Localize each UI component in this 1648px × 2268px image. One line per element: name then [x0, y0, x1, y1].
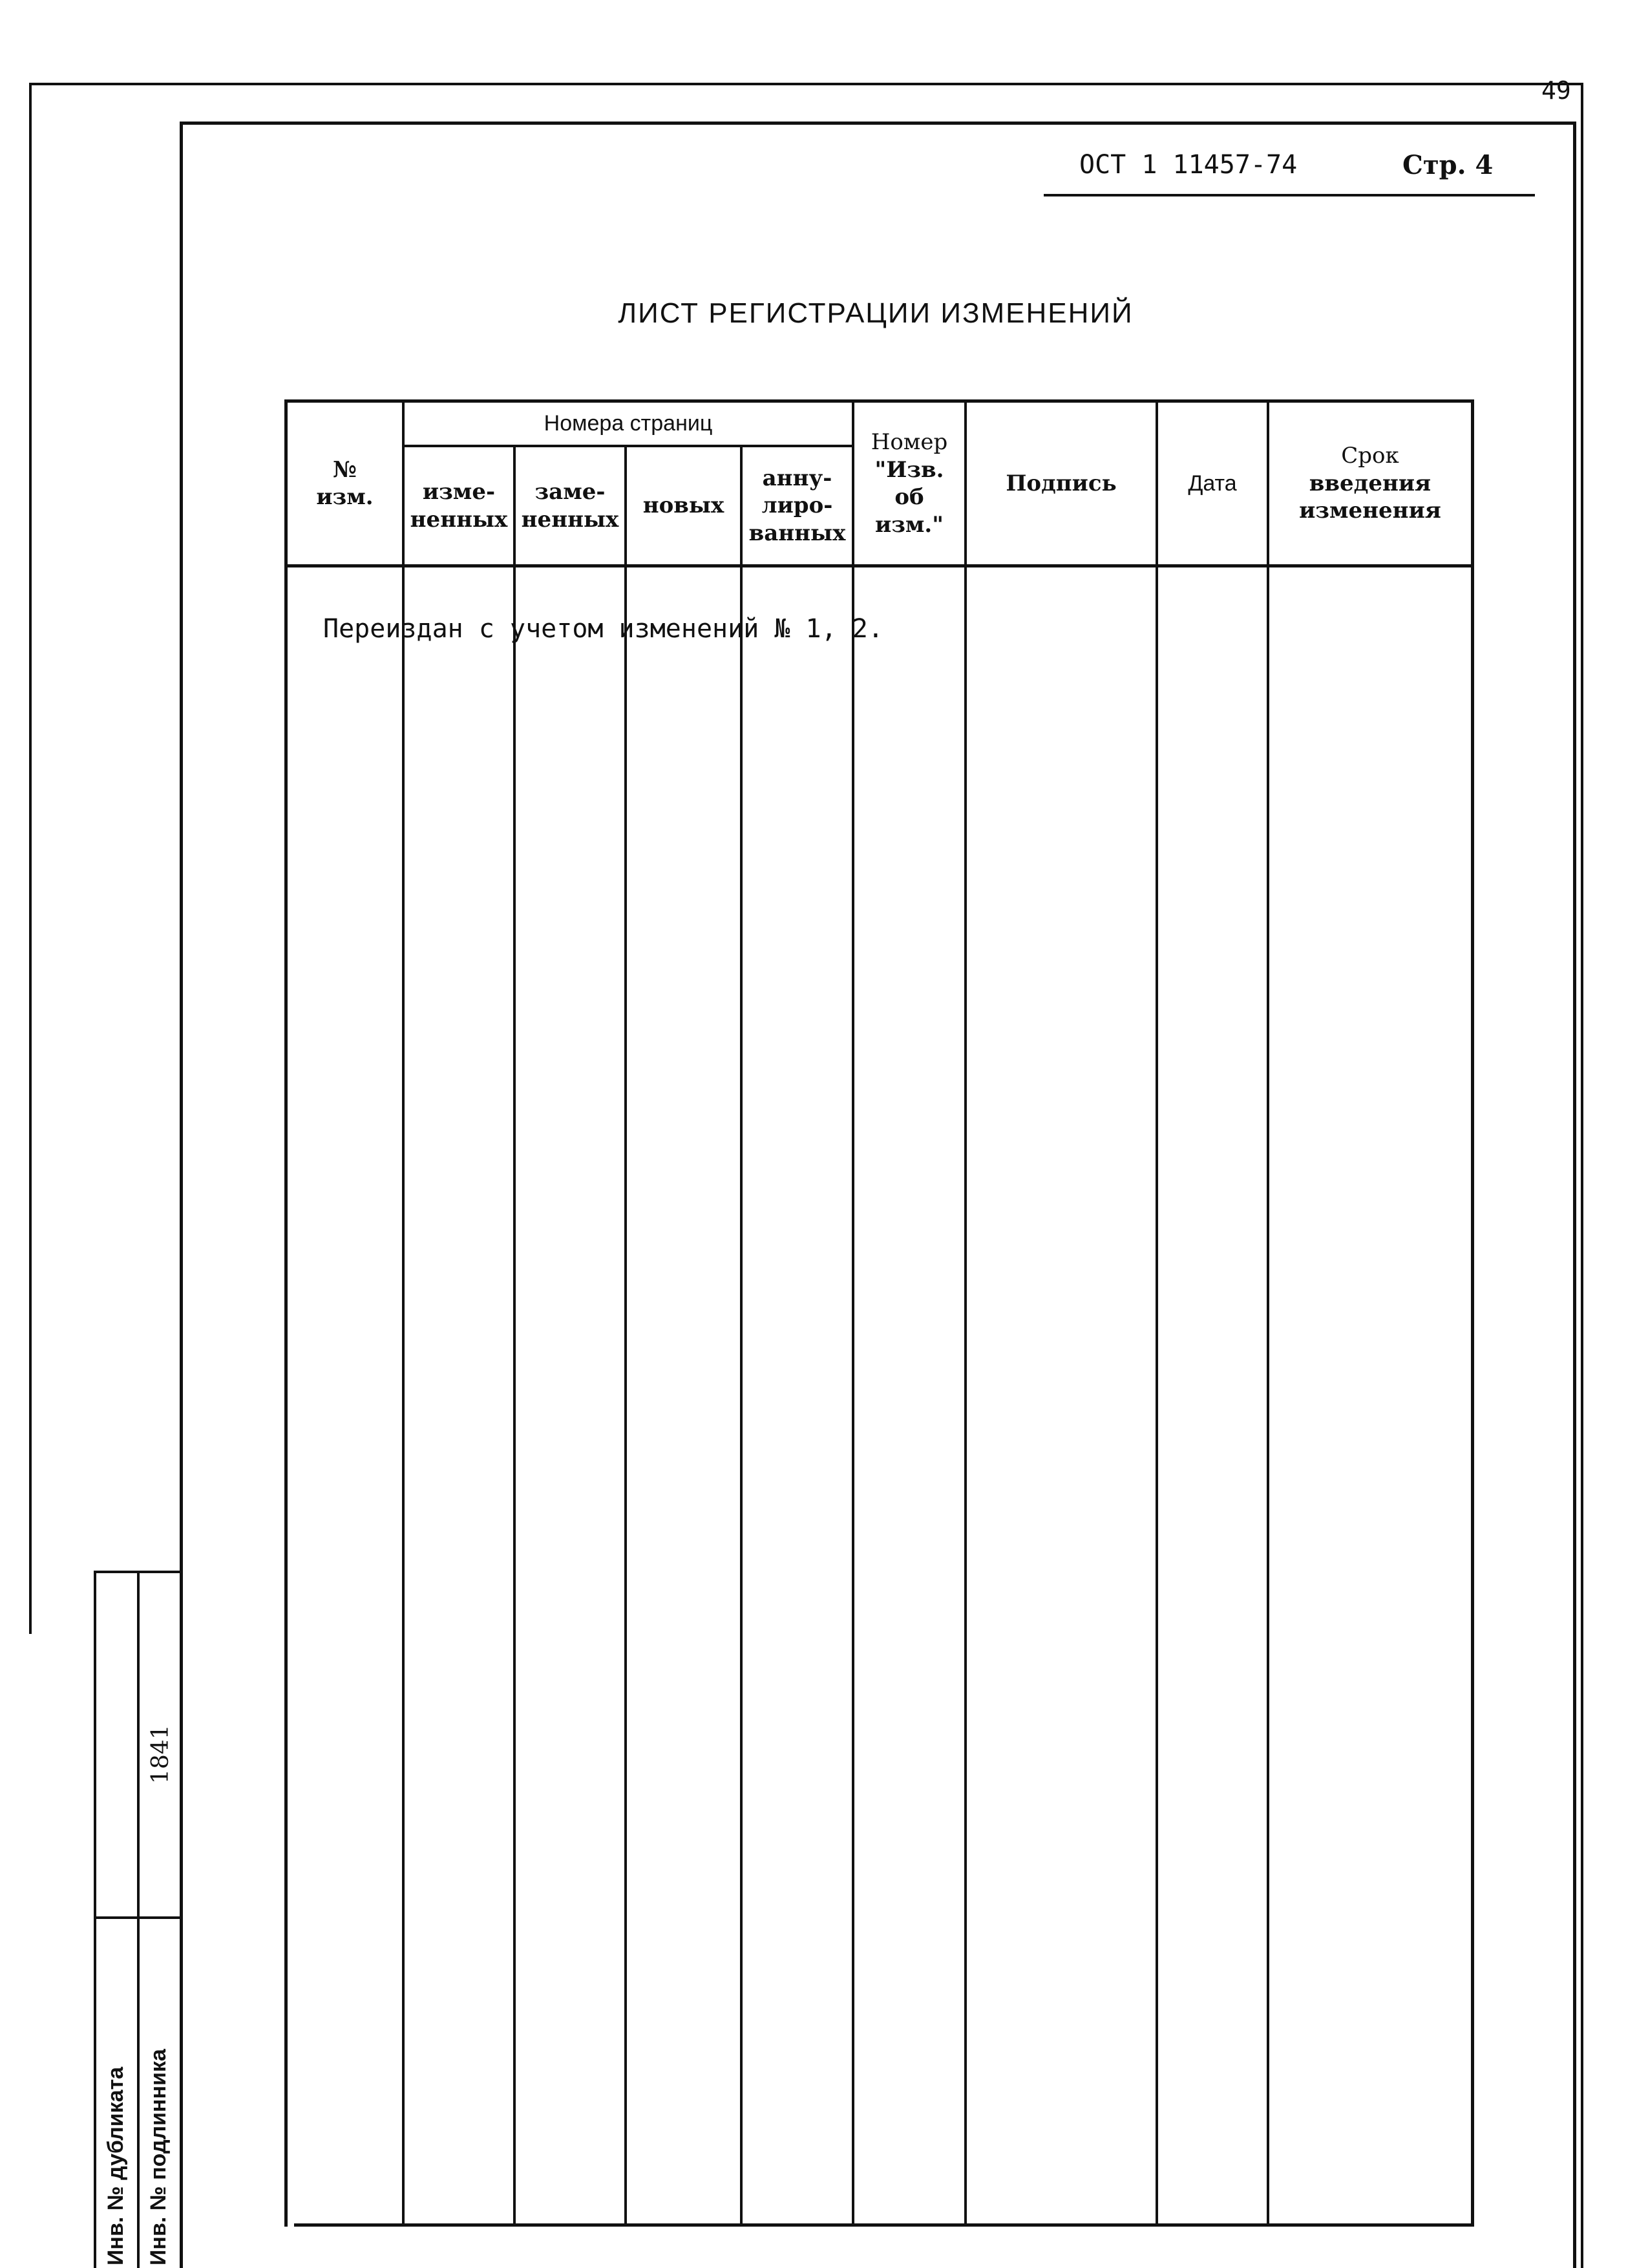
col-divider-4: [740, 445, 743, 2227]
page-label: Стр. 4: [1402, 150, 1494, 180]
inner-frame-left: [180, 122, 183, 2268]
sheet-number: 49: [1541, 76, 1571, 105]
col-divider-7: [1156, 399, 1158, 2227]
col-divider-5: [852, 399, 854, 2227]
col-divider-8: [1267, 399, 1269, 2227]
header-effective-term: Срок введения изменения: [1299, 443, 1441, 524]
table-header-bottom: [284, 564, 1474, 567]
header-notice-number: Номер "Изв. об изм.": [871, 429, 948, 538]
col-divider-2: [513, 445, 516, 2227]
outer-frame-right: [1581, 83, 1583, 2268]
stamp-left: [94, 1571, 96, 2268]
header-date: Дата: [1188, 471, 1237, 496]
header-signature: Подпись: [1006, 470, 1117, 496]
stamp-mid: [137, 1571, 140, 2268]
col-divider-6: [964, 399, 967, 2227]
inner-frame-right: [1573, 122, 1576, 2268]
table-right: [1471, 399, 1474, 2227]
original-inventory-number: 1841: [147, 1724, 174, 1784]
header-page-numbers: Номера страниц: [544, 411, 713, 436]
col-divider-3: [624, 445, 627, 2227]
inner-frame-top: [180, 122, 1576, 125]
original-inventory-label: Инв. № подлинника: [146, 2049, 171, 2265]
header-changed: изме- ненных: [410, 479, 508, 533]
header-cancelled: анну- лиро- ванных: [748, 465, 846, 546]
table-left: [284, 399, 288, 2227]
doc-code: ОСТ 1 11457-74: [1079, 150, 1298, 180]
stamp-divider: [94, 1916, 181, 1919]
header-underline: [1044, 194, 1535, 196]
outer-frame-top: [29, 83, 1583, 85]
header-change-number: № изм.: [316, 456, 374, 510]
page-title: ЛИСТ РЕГИСТРАЦИИ ИЗМЕНЕНИЙ: [618, 297, 1134, 329]
header-new: новых: [642, 493, 724, 519]
col-divider-1: [402, 399, 405, 2227]
duplicate-inventory-label: Инв. № дубликата: [103, 2066, 128, 2265]
reissue-note: Переиздан с учетом изменений № 1, 2.: [323, 614, 883, 644]
table-bottom: [294, 2223, 1474, 2227]
header-replaced: заме- ненных: [521, 479, 619, 533]
